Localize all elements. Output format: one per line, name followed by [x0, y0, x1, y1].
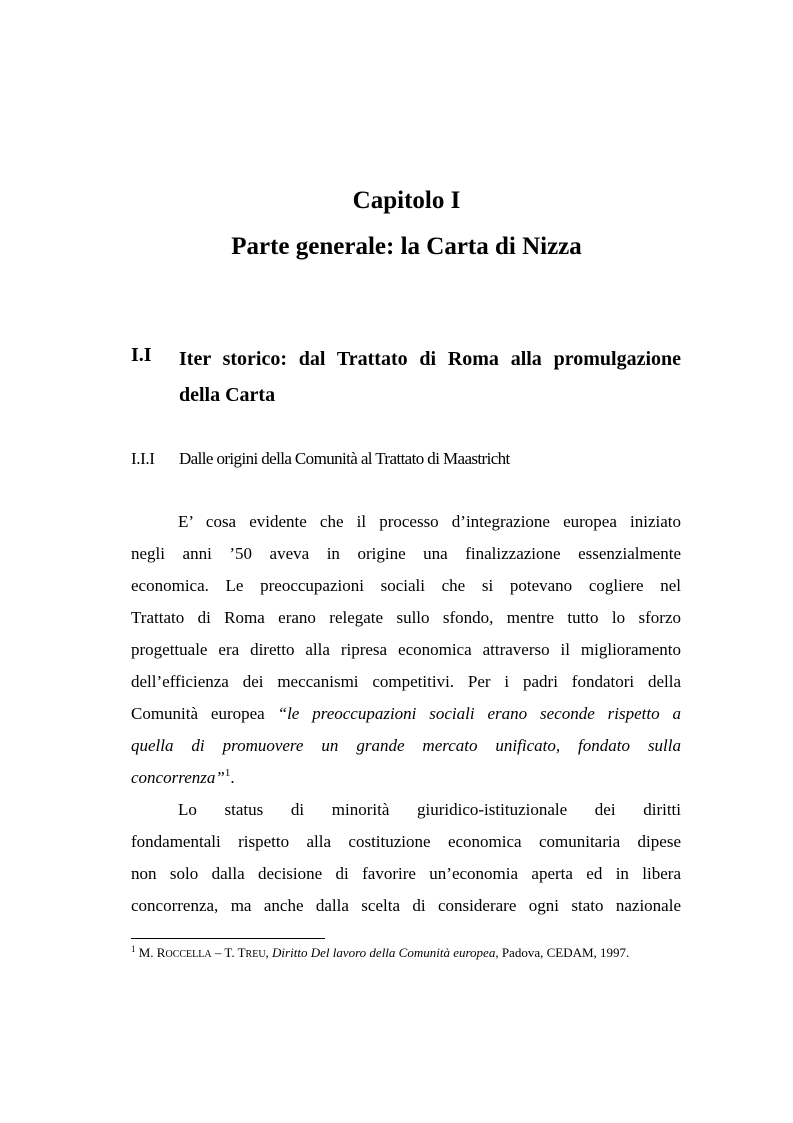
body-line: fondamentali rispetto alla costituzione economica comunitaria dipese [131, 832, 681, 851]
footnote-author: M. R [138, 945, 166, 960]
body-line [131, 698, 681, 730]
footnote-comma: , [265, 945, 273, 960]
section-title-line-2: della Carta [179, 384, 276, 406]
chapter-number: Capitolo I [352, 187, 461, 214]
section-number: I.I [131, 344, 152, 366]
body-text-fragment: . [230, 768, 235, 787]
body-line: Trattato di Roma erano relegate sullo sfondo, mentre tutto lo sforzo [131, 608, 681, 627]
section-title-line-1: Iter storico: dal Trattato di Roma alla promulgazione [179, 348, 681, 370]
footnote-author-smallcaps: REU [245, 949, 266, 960]
quote-text: quella di promuovere un grande mercato unificato, fondato sulla [131, 736, 681, 755]
body-line: negli anni ’50 aveva in origine una finalizzazione essenzialmente [131, 544, 681, 563]
body-text [131, 506, 681, 922]
body-line [131, 762, 681, 794]
body-line: non solo dalla decisione di favorire un’economia aperta ed in libera [131, 864, 681, 883]
footnote-divider [131, 938, 325, 939]
footnote-work-title: Diritto Del lavoro della Comunità europea [272, 945, 496, 960]
footnote-author-smallcaps: OCCELLA [165, 949, 212, 960]
body-text-fragment: Comunità europea [131, 704, 278, 723]
body-line [131, 730, 681, 762]
footnote-separator: – T. T [211, 945, 246, 960]
body-line: E’ cosa evidente che il processo d’integrazione europea iniziato [178, 512, 681, 531]
body-line: Lo status di minorità giuridico-istituzionale dei diritti [178, 800, 681, 819]
body-line: economica. Le preoccupazioni sociali che si potevano cogliere nel [131, 576, 681, 595]
footnote-reference[interactable]: 1 [224, 767, 231, 779]
footnote-publication: , Padova, CEDAM, 1997. [495, 945, 630, 960]
subsection-number: I.I.I [131, 449, 155, 468]
body-line: dell’efficienza dei meccanismi competitivi. Per i padri fondatori della [131, 672, 681, 691]
section-title [179, 341, 681, 413]
footnote [131, 945, 691, 963]
body-line: progettuale era diretto alla ripresa economica attraverso il miglioramento [131, 640, 681, 659]
quote-text: “le preoccupazioni sociali erano seconde rispetto a [277, 704, 681, 723]
chapter-subtitle: Parte generale: la Carta di Nizza [231, 233, 582, 260]
body-line: concorrenza, ma anche dalla scelta di considerare ogni stato nazionale [131, 896, 681, 915]
quote-text: concorrenza” [131, 768, 225, 787]
subsection-title: Dalle origini della Comunità al Trattato di Maastricht [179, 449, 510, 468]
footnote-marker: 1 [131, 944, 136, 954]
